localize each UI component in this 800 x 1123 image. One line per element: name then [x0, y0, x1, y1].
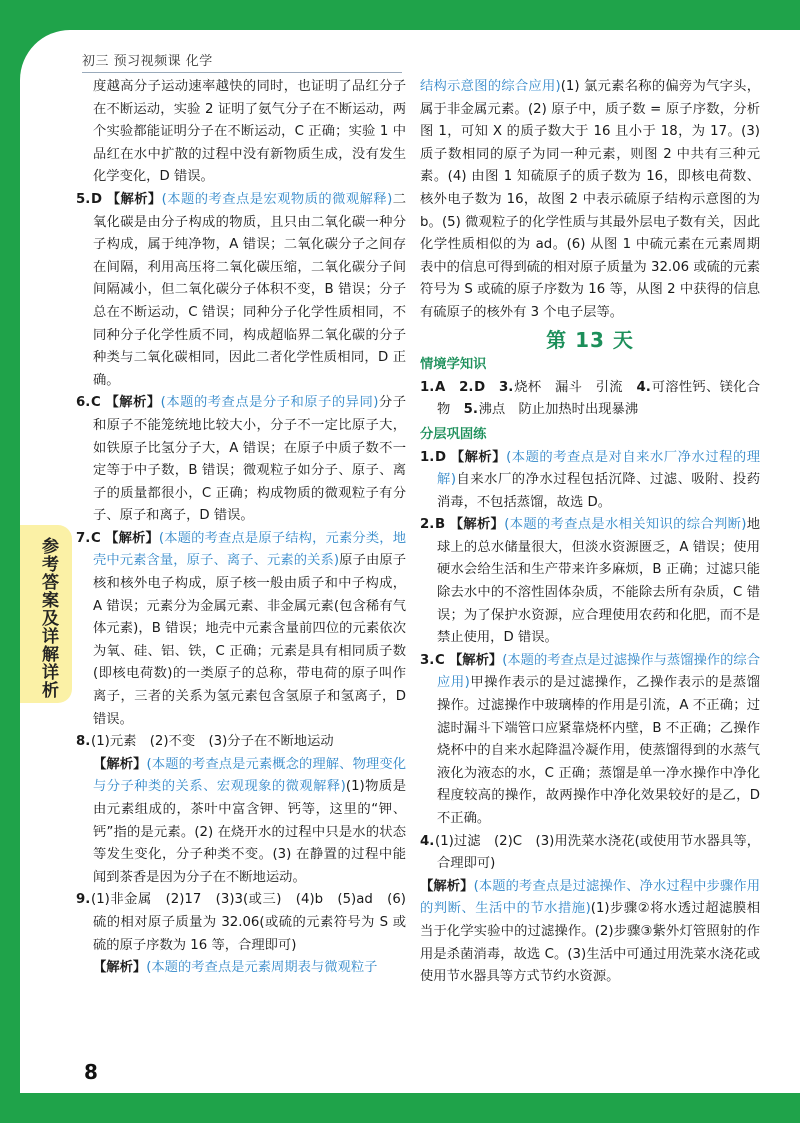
answer-7: 7.C 【解析】(本题的考查点是原子结构，元素分类，地壳中元素含量，原子、离子、元素的关系)原子由原子核和核外电子构成，原子核一般由质子和中子构成，A 错误；元素分为金属元素、非金属元素(包含稀有气体元素)，B 错误；地壳中元素含量前四位的元素依次为氧、硅、铝、铁，C 正确；元素是具有相同质子数(即核电荷数)的一类原子的总称，带电荷的原子叫作离子，三者的关系为氢元素包含氢原子和氢离子，D 错误。 — [76, 530, 407, 727]
answer-8-explanation: 【解析】(本题的考查点是元素概念的理解、物理变化与分子种类的关系、宏观现象的微观解释)(1)物质是由元素组成的，茶叶中富含钾、钙等，这里的“钾、钙”指的是元素。(2) 在烧开水的过程中只是水的状态等发生变化，分子种类不变。(3) 在静置的过程中能闻到茶香是因为分子在不断地运动。 — [93, 756, 407, 885]
page-header: 初三 预习视频课 化学 — [82, 54, 213, 69]
key-point: (本题的考查点是元素周期表与微观粒子 — [146, 960, 378, 976]
key-point: (本题的考查点是元素概念的理解、物理变化与分子种类的关系、宏观现象的微观解释) — [93, 756, 407, 795]
key-point: (本题的考查点是过滤操作、净水过程中步骤作用的判断、生活中的节水措施) — [420, 878, 761, 917]
answer-6: 6.C 【解析】(本题的考查点是分子和原子的异同)分子和原子不能笼统地比较大小，分子不一定比原子大，如铁原子比氢分子大，A 错误；在原子中质子数不一定等于中子数，B 错误；微观粒子如分子、原子、离子的质量都很小，C 正确；构成物质的微观粒子有分子、原子和离子，D 错误。 — [76, 395, 407, 524]
header-divider — [82, 72, 402, 73]
section-heading: 情境学知识 — [420, 357, 487, 373]
key-point: (本题的考查点是水相关知识的综合判断) — [504, 517, 747, 533]
key-point: (本题的考查点是对自来水厂净水过程的理解) — [437, 449, 761, 488]
left-column — [76, 76, 406, 980]
key-point: (本题的考查点是原子结构，元素分类，地壳中元素含量，原子、离子、元素的关系) — [93, 530, 407, 569]
answer-9-explanation: 【解析】(本题的考查点是元素周期表与微观粒子 — [93, 960, 378, 976]
section-1-answers: 1.A 2.D 3.烧杯 漏斗 引流 4.可溶性钙、镁化合物 5.沸点 防止加热时出现暴沸 — [420, 379, 761, 418]
section-heading: 分层巩固练 — [420, 426, 487, 442]
answer-r3: 3.C 【解析】(本题的考查点是过滤操作与蒸馏操作的综合应用)甲操作表示的是过滤操作，乙操作表示的是蒸馏操作。过滤操作中玻璃棒的作用是引流，A 不正确；过滤时漏斗下端管口应紧靠烧杯内壁，B 不正确；乙操作烧杯中的自来水起降温冷凝作用，使蒸馏得到的水蒸气液化为液态的水，C 正确；蒸馏是单一净水操作中净化程度较高的操作，故两操作中净化效果较好的是乙，D 不正确。 — [420, 652, 761, 826]
side-tab — [20, 525, 72, 703]
key-point: 结构示意图的综合应用) — [420, 79, 561, 94]
page — [20, 30, 800, 1093]
answer-r2: 2.B 【解析】(本题的考查点是水相关知识的综合判断)地球上的总水储量很大，但淡水资源匮乏，A 错误；使用硬水会给生活和生产带来许多麻烦，B 正确；过滤只能除去水中的不溶性固体杂质，不能除去所有杂质，C 错误；为了保护水资源，应合理使用农药和化肥，而不是禁止使用，D 错误。 — [420, 517, 761, 646]
right-column — [420, 76, 760, 989]
answer-r1: 1.D 【解析】(本题的考查点是对自来水厂净水过程的理解)自来水厂的净水过程包括沉降、过滤、吸附、投药消毒，不包括蒸馏，故选 D。 — [420, 449, 761, 510]
answer-r4-explanation: 【解析】(本题的考查点是过滤操作、净水过程中步骤作用的判断、生活中的节水措施)(1)步骤②将水透过超滤膜相当于化学实验中的过滤操作。(2)步骤③紫外灯管照射的作用是杀菌消毒，故选 C。(3)生活中可通过用洗菜水浇花或使用节水器具等方式节约水资源。 — [420, 878, 761, 985]
day-title: 第 13 天 — [546, 327, 634, 352]
continued-answer: 度越高分子运动速率越快的同时，也证明了品红分子在不断运动，实验 2 证明了氨气分子在不断运动，两个实验都能证明分子在不断运动，C 正确；实验 1 中品红在水中扩散的过程中没有新物质生成，没有发生化学变化，D 错误。 — [93, 79, 406, 185]
page-number: 8 — [84, 1060, 98, 1084]
continued-explanation: 结构示意图的综合应用)(1) 氯元素名称的偏旁为气字头，属于非金属元素。(2) 原子中，质子数 = 原子序数，分析图 1，可知 X 的质子数大于 16 且小于 18，为 17。(3) 质子数相同的原子为同一种元素，则图 2 中共有三种元素。(4) 由图 1 知硫原子的质子数为 16，即核电荷数、核外电子数为 16，故图 2 中表示硫原子结构示意图的为 b。(5) 微观粒子的化学性质与其最外层电子数有关，因此化学性质相似的为 ad。(6) 从图 1 中硫元素在元素周期表中的信息可得到硫的相对原子质量为 32.06 或硫的元素符号为 S 或硫的原子序数为 16 等，从图 2 中获得的信息有硫原子的核外有 3 个电子层等。 — [420, 79, 761, 320]
answer-r4: 4.(1)过滤 (2)C (3)用洗菜水浇花(或使用节水器具等，合理即可) — [420, 833, 760, 872]
answer-5: 5.D 【解析】(本题的考查点是宏观物质的微观解释)二氧化碳是由分子构成的物质，且只由二氧化碳一种分子构成，属于纯净物，A 错误；二氧化碳分子之间存在间隔，利用高压将二氧化碳压缩，二氧化碳分子间间隔减小，但二氧化碳分子体积不变，B 错误；分子总在不断运动，C 错误；同种分子化学性质相同，不同种分子化学性质不同，构成超临界二氧化碳的分子种类与二氧化碳相同，因此二者化学性质相同，D 正确。 — [76, 191, 407, 388]
side-tab-label: 参考答案及详解详析 — [38, 537, 58, 699]
answer-8: 8.(1)元素 (2)不变 (3)分子在不断地运动 — [76, 734, 334, 750]
key-point: (本题的考查点是过滤操作与蒸馏操作的综合应用) — [437, 652, 761, 691]
answer-9: 9.(1)非金属 (2)17 (3)3(或三) (4)b (5)ad (6)硫的相对原子质量为 32.06(或硫的元素符号为 S 或硫的原子序数为 16 等，合理即可) — [76, 892, 406, 953]
key-point: (本题的考查点是分子和原子的异同) — [160, 395, 379, 411]
key-point: (本题的考查点是宏观物质的微观解释) — [161, 191, 393, 207]
